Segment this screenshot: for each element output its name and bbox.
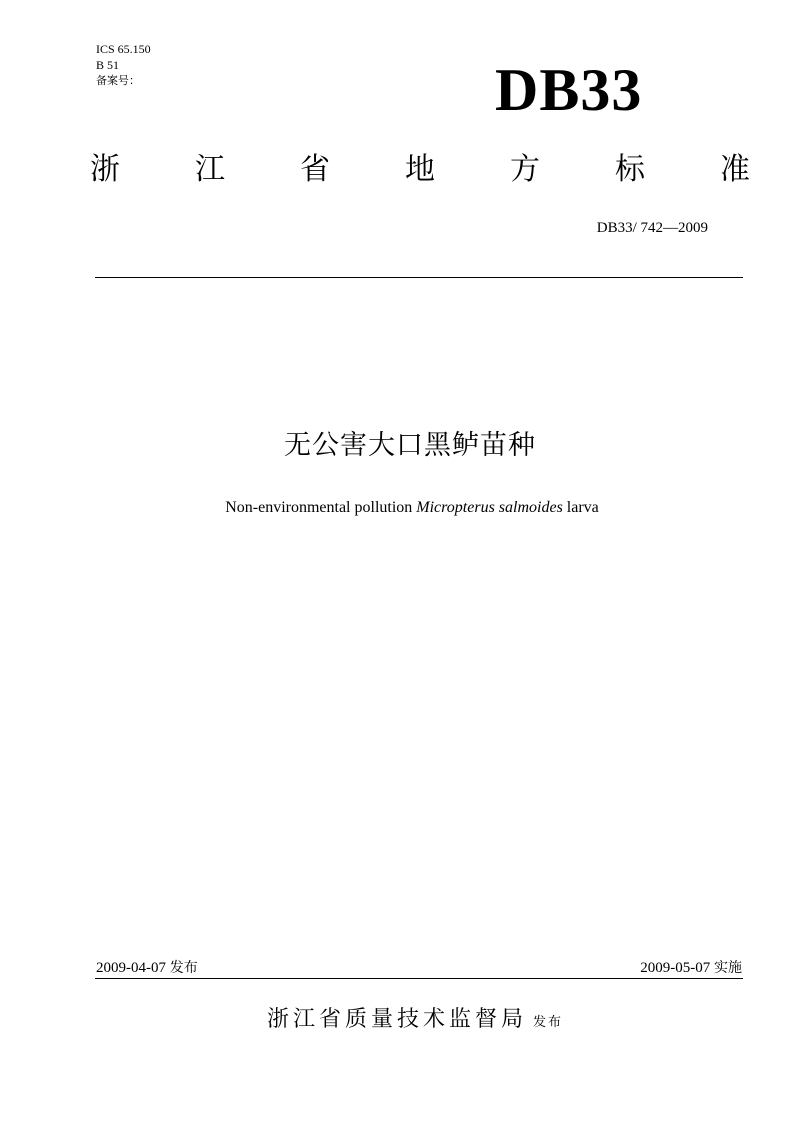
issue-label: 发布 bbox=[169, 960, 198, 976]
footer-divider bbox=[95, 978, 743, 979]
ccs-code: B 51 bbox=[96, 58, 120, 72]
issue-date-line bbox=[96, 958, 198, 978]
issue-date: 2009-04-07 bbox=[96, 960, 166, 976]
chinese-title: 无公害大口黑鲈苗种 bbox=[284, 430, 536, 461]
issuing-authority bbox=[0, 1002, 800, 1038]
effective-label: 实施 bbox=[714, 960, 742, 976]
banner-char: 方 bbox=[510, 152, 540, 187]
effective-date: 2009-05-07 bbox=[640, 960, 711, 976]
db-standard-mark: DB33 bbox=[495, 57, 643, 123]
issuer-verb: 发布 bbox=[533, 1015, 564, 1030]
record-number-label: 备案号： bbox=[96, 74, 140, 87]
banner-char: 地 bbox=[405, 152, 435, 187]
standard-number: DB33/ 742—2009 bbox=[596, 220, 708, 236]
effective-date-line bbox=[640, 958, 742, 978]
english-title bbox=[0, 497, 800, 519]
banner-char: 标 bbox=[615, 152, 645, 187]
header-divider bbox=[95, 277, 743, 278]
english-title-suffix: larva bbox=[566, 499, 599, 516]
standard-type-banner bbox=[90, 146, 750, 194]
banner-char: 准 bbox=[720, 152, 750, 187]
banner-char: 浙 bbox=[90, 152, 120, 187]
english-title-scientific-name: Micropterus salmoides bbox=[416, 499, 563, 516]
banner-char: 省 bbox=[300, 152, 330, 187]
ics-code: ICS 65.150 bbox=[96, 42, 151, 56]
banner-char: 江 bbox=[195, 152, 225, 187]
english-title-prefix: Non-environmental pollution bbox=[225, 499, 413, 516]
issuer-organization: 浙江省质量技术监督局 bbox=[266, 1007, 527, 1032]
